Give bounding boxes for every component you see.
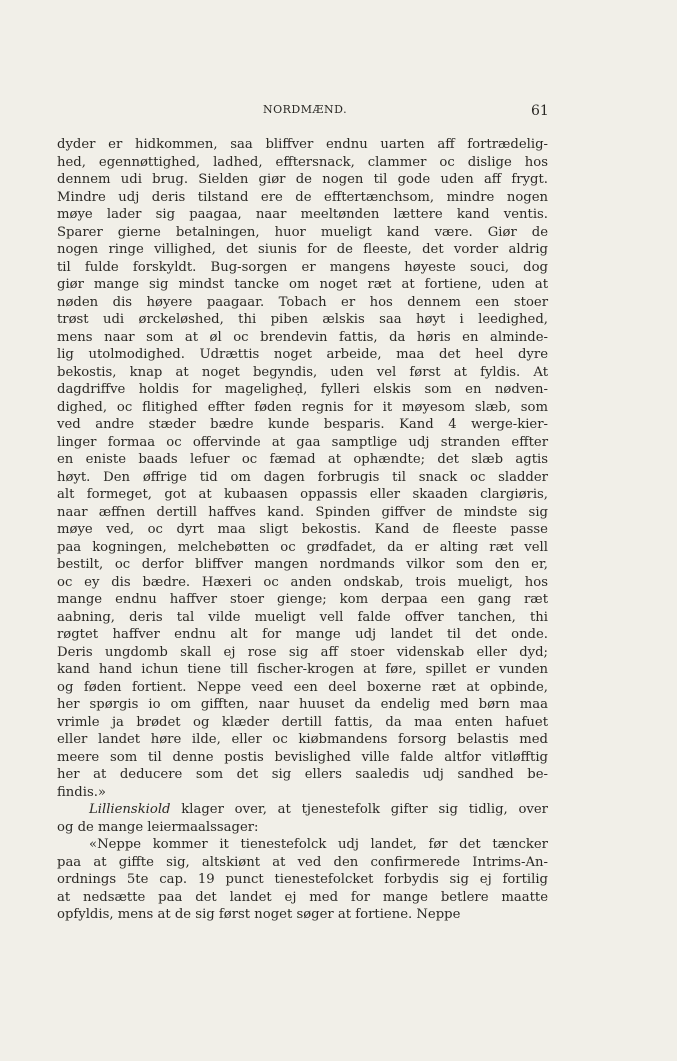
text-line: mange endnu haffver stoer gienge; kom derpaa een gang ræt <box>57 592 548 607</box>
text-line: mens naar som at øl oc brendevin fattis, da høris en alminde- <box>57 329 548 345</box>
text-line: eller landet høre ilde, eller oc kiøbmandens forsorg belastis med <box>57 732 548 747</box>
text-line: bestilt, oc derfor bliffver mangen nordmands vilkor som den er, <box>57 557 548 572</box>
text-line: en eniste baads lefuer oc fæmad at ophændte; det slæb agtis <box>57 452 548 467</box>
text-line: og føden fortient. Neppe veed een deel boxerne ræt at opbinde, <box>57 679 548 695</box>
paragraph-attribution-line: Lillienskiold klager over, at tjenestefolk gifter sig tidlig, over <box>89 802 548 817</box>
page-number: 61 <box>531 103 549 119</box>
text-line: opfyldis, mens at de sig først noget søger at fortiene. Neppe <box>57 907 461 922</box>
text-line: lig utolmodighed. Udrættis noget arbeide, maa det heel dyre <box>57 347 548 362</box>
paragraph-quote-continuation <box>57 136 548 801</box>
author-name: Lillienskiold <box>89 802 171 817</box>
text-line: trøst udi ørckeløshed, thi piben ælskis saa høyt i leedighed, <box>57 312 548 327</box>
text-line: at nedsætte paa det landet ej med for mange betlere maatte <box>57 889 548 905</box>
text-line: til fulde forskyldt. Bug-sorgen er mangens høyeste souci, dog <box>57 259 548 275</box>
text-line: paa at giffte sig, altskiønt at ved den confirmerede Intrims-An- <box>57 854 548 870</box>
text-line: kand hand ichun tiene till fischer-krogen at føre, spillet er vunden <box>57 662 548 677</box>
text-line: dagdriffve holdis for mageligheḍ, fylleri elskis som en nødven- <box>57 382 548 397</box>
text-line: naar æffnen dertill haffves kand. Spinden giffver de mindste sig <box>57 504 548 520</box>
text-line: møye lader sig paagaa, naar meeltønden lættere kand ventis. <box>57 207 548 222</box>
text-line: nogen ringe villighed, det siunis for de fleeste, det vorder aldrig <box>57 242 548 257</box>
text-line: her at deducere som det sig ellers saaledis udj sandhed be- <box>57 767 548 782</box>
text-line: dennem udi brug. Sielden giør de nogen til gode uden aff frygt. <box>57 172 548 187</box>
running-title: NORDMÆND. <box>263 103 348 116</box>
text-line: meere som til denne postis bevislighed ville falde altfor vitløfftig <box>57 749 548 765</box>
text-line: Mindre udj deris tilstand ere de efftertænchsom, mindre nogen <box>57 189 548 205</box>
text-line: Sparer gierne betalningen, huor mueligt kand være. Giør de <box>57 224 548 240</box>
paragraph-quote <box>57 836 548 924</box>
text-line: ordnings 5te cap. 19 punct tienestefolcket forbydis sig ej fortilig <box>57 872 548 887</box>
text-line: møye ved, oc dyrt maa sligt bekostis. Kand de fleeste passe <box>57 522 548 537</box>
text-line: her spørgis io om gifften, naar huuset da endelig med børn maa <box>57 697 548 712</box>
text-line: giør mange sig mindst tancke om noget ræt at fortiene, uden at <box>57 277 548 292</box>
text-line: «Neppe kommer it tienestefolck udj landet, før det tæncker <box>89 837 548 852</box>
text-line: dighed, oc flitighed effter føden regnis for it møyesom slæb, som <box>57 399 548 415</box>
text-line: vrimle ja brødet og klæder dertill fattis, da maa enten hafuet <box>57 714 548 730</box>
paragraph-attribution-line: og de mange leiermaalssager: <box>57 819 259 835</box>
text-line: findis.» <box>57 784 106 800</box>
text-line: aabning, deris tal vilde mueligt vell falde offver tanchen, thi <box>57 609 548 625</box>
text-line: dyder er hidkommen, saa bliffver endnu uarten aff fortrædelig- <box>57 137 548 152</box>
body-text <box>57 136 548 924</box>
text-line: høyt. Den øffrige tid om dagen forbrugis til snack oc sladder <box>57 469 548 485</box>
text-line: røgtet haffver endnu alt for mange udj landet til det onde. <box>57 627 548 642</box>
text-line: bekostis, knap at noget begyndis, uden vel først at fyldis. At <box>57 364 548 380</box>
text-line: paa kogningen, melchebøtten oc grødfadet, da er alting ræt vell <box>57 539 548 555</box>
text-line: alt formeget, got at kubaasen oppassis eller skaaden clargiøris, <box>57 487 548 502</box>
text-line: hed, egennøttighed, ladhed, efftersnack, clammer oc dislige hos <box>57 154 548 170</box>
text-line: Deris ungdomb skall ej rose sig aff stoer videnskab eller dyd; <box>57 644 548 660</box>
text-line: ved andre stæder bædre kunde besparis. Kand 4 werge-kier- <box>57 417 548 432</box>
text-line: linger formaa oc offervinde at gaa samptlige udj stranden effter <box>57 434 548 450</box>
text-line: oc ey dis bædre. Hæxeri oc anden ondskab, trois mueligt, hos <box>57 574 548 590</box>
text-line: nøden dis høyere paagaar. Tobach er hos dennem een stoer <box>57 294 548 310</box>
